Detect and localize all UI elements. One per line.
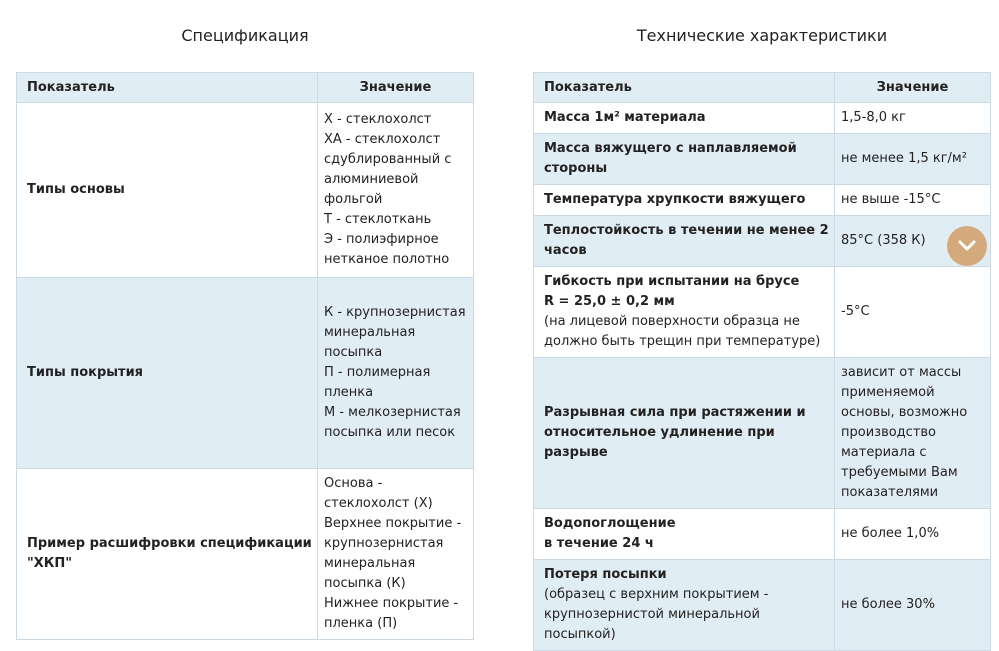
row-label-cell: [534, 509, 835, 560]
table-row: [17, 278, 474, 469]
row-value: 85°С (358 К): [835, 216, 991, 267]
row-label: Потеря посыпки: [544, 567, 667, 582]
row-label: Водопоглощение: [544, 516, 676, 531]
row-value: 1,5-8,0 кг: [835, 103, 991, 134]
row-label: Типы основы: [17, 103, 318, 278]
row-label: Типы покрытия: [17, 278, 318, 469]
technical-characteristics-table: [533, 72, 991, 651]
column-header-param: Показатель: [534, 73, 835, 103]
table-row: [534, 560, 991, 651]
row-label: Пример расшифровки спецификации "ХКП": [17, 469, 318, 640]
row-note: (образец с верхним покрытием - крупнозернистой минеральной посыпкой): [544, 587, 769, 642]
row-value: К - крупнозернистая минеральная посыпка П - полимерная пленка М - мелкозернистая посыпка или песок: [318, 278, 474, 469]
table-row: [534, 267, 991, 358]
column-header-param: Показатель: [17, 73, 318, 103]
specification-table: [16, 72, 474, 640]
table-row: [534, 185, 991, 216]
table-header-row: [17, 73, 474, 103]
table-header-row: [534, 73, 991, 103]
row-value: не менее 1,5 кг/м²: [835, 134, 991, 185]
row-value: -5°С: [835, 267, 991, 358]
row-value: зависит от массы применяемой основы, возможно производство материала с требуемыми Вам показателями: [835, 358, 991, 509]
row-label: Масса вяжущего с наплавляемой стороны: [534, 134, 835, 185]
row-label-secondary: в течение 24 ч: [544, 536, 654, 551]
row-value: не более 30%: [835, 560, 991, 651]
row-label: Масса 1м² материала: [534, 103, 835, 134]
row-value: Основа - стеклохолст (Х) Верхнее покрытие - крупнозернистая минеральная посыпка (К) Нижнее покрытие - пленка (П): [318, 469, 474, 640]
row-value: Х - стеклохолст ХА - стеклохолст сдублированный с алюминиевой фольгой Т - стеклоткань Э - полиэфирное нетканое полотно: [318, 103, 474, 278]
row-label: Разрывная сила при растяжении и относительное удлинение при разрыве: [534, 358, 835, 509]
column-header-value: Значение: [318, 73, 474, 103]
table-row: [534, 358, 991, 509]
row-note: (на лицевой поверхности образца не должно быть трещин при температуре): [544, 314, 821, 349]
row-label-cell: [534, 560, 835, 651]
row-value: не выше -15°С: [835, 185, 991, 216]
chevron-down-icon: [957, 239, 977, 253]
scroll-down-button[interactable]: [947, 226, 987, 266]
table-row: [534, 103, 991, 134]
row-value: не более 1,0%: [835, 509, 991, 560]
row-label: Гибкость при испытании на брусе: [544, 274, 800, 289]
table-row: [534, 216, 991, 267]
technical-characteristics-section: [533, 0, 991, 651]
row-label-secondary: R = 25,0 ± 0,2 мм: [544, 294, 675, 309]
column-header-value: Значение: [835, 73, 991, 103]
row-label: Температура хрупкости вяжущего: [534, 185, 835, 216]
table-row: [17, 103, 474, 278]
table-row: [17, 469, 474, 640]
table-row: [534, 509, 991, 560]
table-row: [534, 134, 991, 185]
technical-characteristics-title: Технические характеристики: [636, 26, 888, 45]
row-label-cell: [534, 267, 835, 358]
specification-title: Спецификация: [181, 26, 309, 45]
row-label: Теплостойкость в течении не менее 2 часов: [534, 216, 835, 267]
specification-section: [16, 0, 474, 640]
